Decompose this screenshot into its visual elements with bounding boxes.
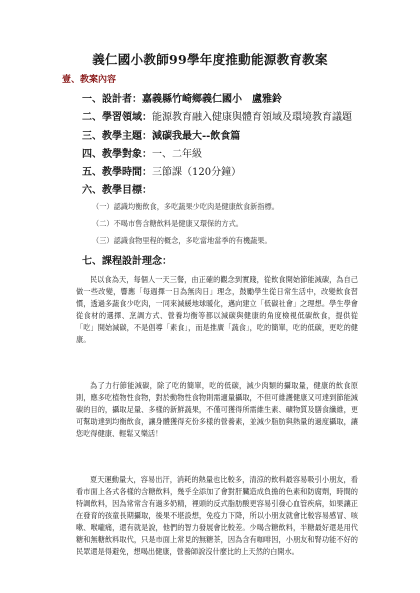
info-key: 三、教學主題： — [82, 131, 152, 142]
goal-item: （一）認識均衡飲食，多吃蔬果少吃肉是健康飲食新指標。 — [92, 202, 279, 211]
paragraph: 為了力行節能減碳，除了吃的簡單，吃的低碳，減少肉類的攝取量，健康的飲食原則，應多吃植物性食物，對於動物性食物則需適量攝取，不但可維護健康又可達到節能減碳的目的，攝取足量、多樣的新鮮蔬果，不僅可獲得所需維生素、礦物質及膳食纖維，更可幫助達到均衡飲食，讓身體獲得充份多樣的營養素，並減少脂肪與熱量的過度攝取，讓您吃得健康、輕鬆又樂活！ — [76, 381, 358, 438]
page-title: 義仁國小教師99學年度推動能源教育教案 — [92, 52, 328, 67]
section-heading: 壹、教案內容 — [62, 75, 117, 85]
info-key: 一、設計者： — [82, 94, 142, 105]
section-heading-design — [82, 252, 172, 267]
info-row-time — [82, 163, 241, 178]
info-value: 三節課（120分鐘） — [152, 167, 242, 178]
info-key: 六、教學目標： — [82, 185, 152, 196]
info-row-goals — [82, 181, 152, 196]
info-key: 二、學習領域： — [82, 112, 152, 123]
info-key: 四、教學對象： — [82, 149, 152, 160]
info-value: 一、二年級 — [152, 149, 202, 160]
goal-item: （二）不喝市售含糖飲料是健康又環保的方式。 — [92, 219, 243, 228]
info-row-topic — [82, 127, 240, 142]
info-value: 嘉義縣竹崎鄉義仁國小 盧雅鈴 — [142, 94, 282, 105]
info-row-designer — [82, 90, 282, 105]
goal-item: （三）認識食物里程的概念，多吃當地當季的有機蔬果。 — [92, 236, 272, 245]
info-row-audience — [82, 145, 202, 160]
info-row-domain — [82, 108, 352, 123]
info-key: 七、課程設計理念： — [82, 256, 172, 267]
info-key: 五、教學時間： — [82, 167, 152, 178]
info-value: 能源教育融入健康與體育領域及環境教育議題 — [152, 112, 352, 123]
info-value: 減碳我最大--飲食篇 — [152, 131, 241, 142]
paragraph: 夏天運動量大，容易出汗，消耗的熱量也比較多，清涼的飲料最容易吸引小朋友，看看市面上各式各樣的含糖飲料，幾乎全添加了會對肝臟造成負擔的色素和防腐劑，時間的特調飲料，因為常常含有過多奶精，裡頭的反式脂肪酸更容易引發心血管疾病，如果讓正在發育的孩童長期攝取，後果不堪設想，免疫力下降，所以小朋友就會比較容易感冒、咳嗽、喉嚨痛，還有就是說，他們的智力發展會比較差。少喝含糖飲料，半糖最好還是用代糖和無糖飲料取代，只是市面上常見的無糖茶，因為含有咖啡因，小朋友和腎功能不好的民眾還是得避免，想喝出健康，營養師說沒什麼比的上天然的白開水。 — [76, 475, 358, 556]
paragraph: 民以食為天，每個人一天三餐，由正確的觀念到實踐，從飲食開始節能減碳，為自己做一些改變，響應「每週擇一日為無肉日」理念，鼓勵學生從日常生活中，改變飲食習慣，透過多蔬食少吃肉，一同來減緩地球暖化，邁向建立「低碳社會」之理想。學生學會從食材的選擇、烹調方式、營養均衡等都以減碳與健康的角度檢視低碳飲食，提供從「吃」開始減碳，不是倡導「素食」，而是推廣「蔬食」，吃的簡單，吃的低碳，更吃的健康。 — [76, 275, 358, 344]
